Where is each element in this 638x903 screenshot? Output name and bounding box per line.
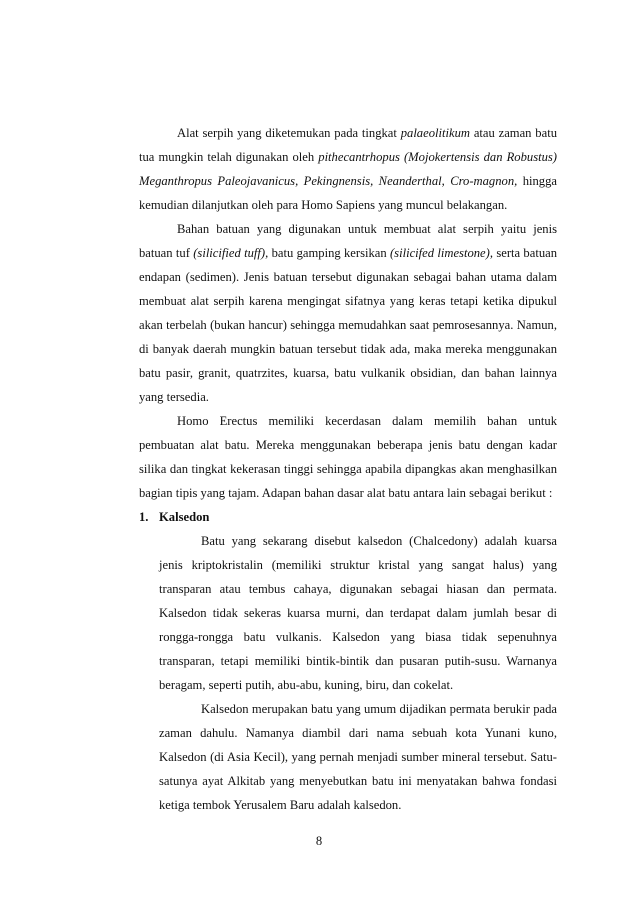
section-paragraph-2: Kalsedon merupakan batu yang umum dijadikan permata berukir pada zaman dahulu. Namanya diambil dari nama sebuah kota Yunani kuno, Kalsedon (di Asia Kecil), yang pernah menjadi sumber mineral tersebut. Satu-satunya ayat Alkitab yang menyebutkan batu ini menyatakan bahwa fondasi ketiga tembok Yerusalem Baru adalah kalsedon. <box>159 702 557 812</box>
paragraph-3: Homo Erectus memiliki kecerdasan dalam memilih bahan untuk pembuatan alat batu. Mereka menggunakan beberapa jenis batu dengan kadar silika dan tingkat kekerasan tinggi sehingga apabila dipangkas akan menghasilkan bagian tipis yang tajam. Adapan bahan dasar alat batu antara lain sebagai berikut : <box>139 414 557 500</box>
text-span: batu gamping kersikan <box>268 246 390 260</box>
text-span: serta batuan endapan (sedimen). Jenis batuan tersebut digunakan sebagai bahan utama dalam membuat alat serpih karena mengingat sifatnya yang keras tetapi ketika dipukul akan terbelah (bukan hancur) sehingga memudahkan saat pemrosesannya. Namun, di banyak daerah mungkin batuan tersebut tidak ada, maka mereka menggunakan batu pasir, granit, quatrzites, kuarsa, batu vulkanik obsidian, dan bahan lainnya yang tersedia. <box>139 246 557 404</box>
section-title: Kalsedon <box>159 510 210 524</box>
section-number: 1. <box>139 510 149 524</box>
section-heading <box>139 505 557 529</box>
text-span: Alat serpih yang diketemukan pada tingkat <box>177 126 401 140</box>
text-span: Bahan batuan yang digunakan untuk membuat alat serpih yaitu jenis batuan tuf <box>139 222 557 260</box>
text-span: hingga kemudian dilanjutkan oleh para Homo Sapiens yang muncul belakangan. <box>139 174 557 212</box>
body-text <box>139 121 557 817</box>
paragraph-1 <box>139 121 557 217</box>
text-span: atau zaman batu tua mungkin telah digunakan oleh <box>139 126 557 164</box>
italic-term: palaeolitikum <box>400 126 470 140</box>
page-number: 8 <box>315 834 323 848</box>
section-paragraph-1: Batu yang sekarang disebut kalsedon (Chalcedony) adalah kuarsa jenis kriptokristalin (memiliki struktur kristal yang sangat halus) yang transparan atau tembus cahaya, digunakan sebagai hiasan dan permata. Kalsedon tidak sekeras kuarsa murni, dan terdapat dalam jumlah besar di rongga-rongga batu vulkanis. Kalsedon yang biasa tidak sepenuhnya transparan, tetapi memiliki bintik-bintik dan pusaran putih-susu. Warnanya beragam, seperti putih, abu-abu, kuning, biru, dan cokelat. <box>159 534 557 692</box>
italic-term: pithecantrhopus (Mojokertensis dan Robustus) Meganthropus Paleojavanicus, Pekingnensis, Neanderthal, Cro-magnon, <box>139 150 557 188</box>
italic-term: (silicified tuff), <box>193 246 269 260</box>
italic-term: (silicifed limestone), <box>389 246 493 260</box>
paragraph-2 <box>139 217 557 409</box>
section-body <box>139 529 557 817</box>
